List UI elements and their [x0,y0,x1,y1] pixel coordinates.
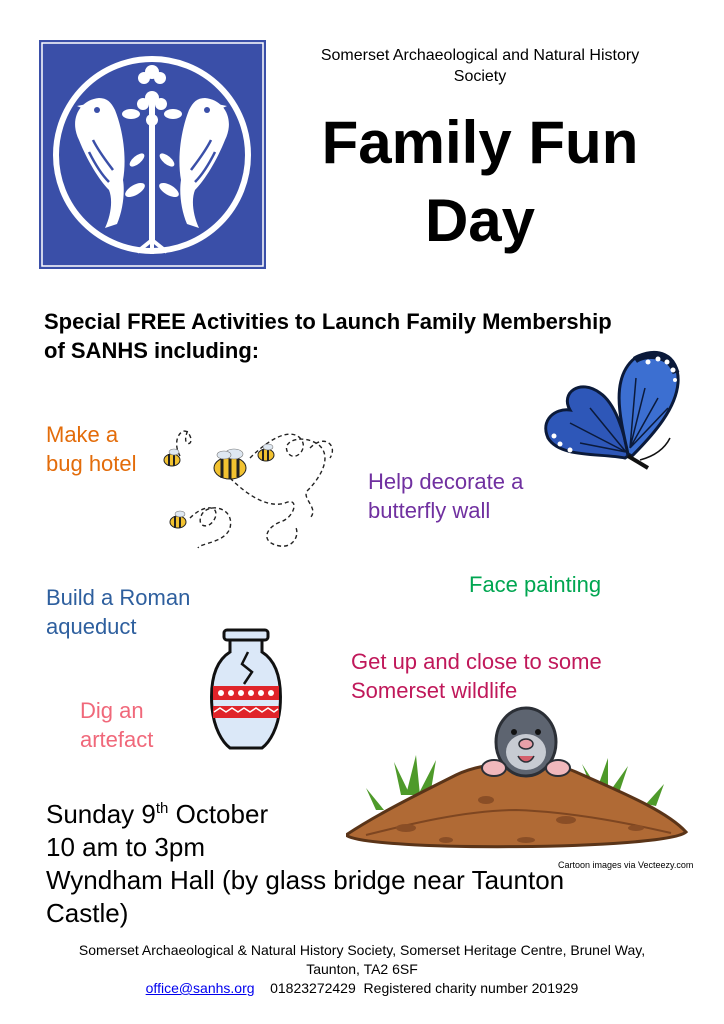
society-name: Somerset Archaeological and Natural History Society [320,47,640,85]
event-date-month: October [168,799,269,829]
activity-dig-artefact [80,696,153,754]
vase-icon [208,628,284,752]
event-venue-line-2: Castle) [46,898,129,928]
intro-line-2: of SANHS including: [44,338,260,363]
title-line-1: Family Fun [321,109,639,176]
event-details [46,798,646,930]
activity-wildlife-line-2: Somerset wildlife [351,678,518,703]
bees-icon [160,418,340,550]
activity-wildlife-line-1: Get up and close to some [351,649,602,674]
event-date-suffix: th [155,800,169,817]
activity-aqueduct-line-1: Build a Roman [46,585,191,610]
butterfly-icon [540,348,685,483]
footer-address-line-2: Taunton, TA2 6SF [306,961,418,977]
activity-butterfly-line-1: Help decorate a [368,469,524,494]
activity-butterfly-wall [368,467,523,525]
intro-line-1: Special FREE Activities to Launch Family Membership [44,309,612,334]
society-logo-icon [39,40,266,269]
activity-bug-hotel [46,420,137,478]
footer-address-line-1: Somerset Archaeological & Natural History Society, Somerset Heritage Centre, Brunel Way, [78,942,646,958]
event-time: 10 am to 3pm [46,832,205,862]
activity-dig-line-1: Dig an [80,698,144,723]
title-line-2: Day [424,187,536,254]
footer [40,941,684,998]
activity-roman-aqueduct [46,583,190,641]
footer-phone: 01823272429 [270,980,356,996]
activity-aqueduct-line-2: aqueduct [46,614,137,639]
event-venue-line-1: Wyndham Hall (by glass bridge near Taunton [46,865,565,895]
activity-butterfly-line-2: butterfly wall [368,498,491,523]
footer-charity: Registered charity number 201929 [363,980,579,996]
activity-face-painting: Face painting [469,572,602,597]
activity-bug-hotel-line-1: Make a [46,422,119,447]
image-credit: Cartoon images via Vecteezy.com [558,860,694,870]
footer-contact [40,979,684,998]
activity-bug-hotel-line-2: bug hotel [46,451,137,476]
page-title [300,104,660,260]
activity-dig-line-2: artefact [80,727,154,752]
activity-wildlife [351,647,602,705]
event-date [46,798,646,831]
event-date-day: Sunday 9 [46,799,156,829]
email-link[interactable]: office@sanhs.org [145,980,255,996]
